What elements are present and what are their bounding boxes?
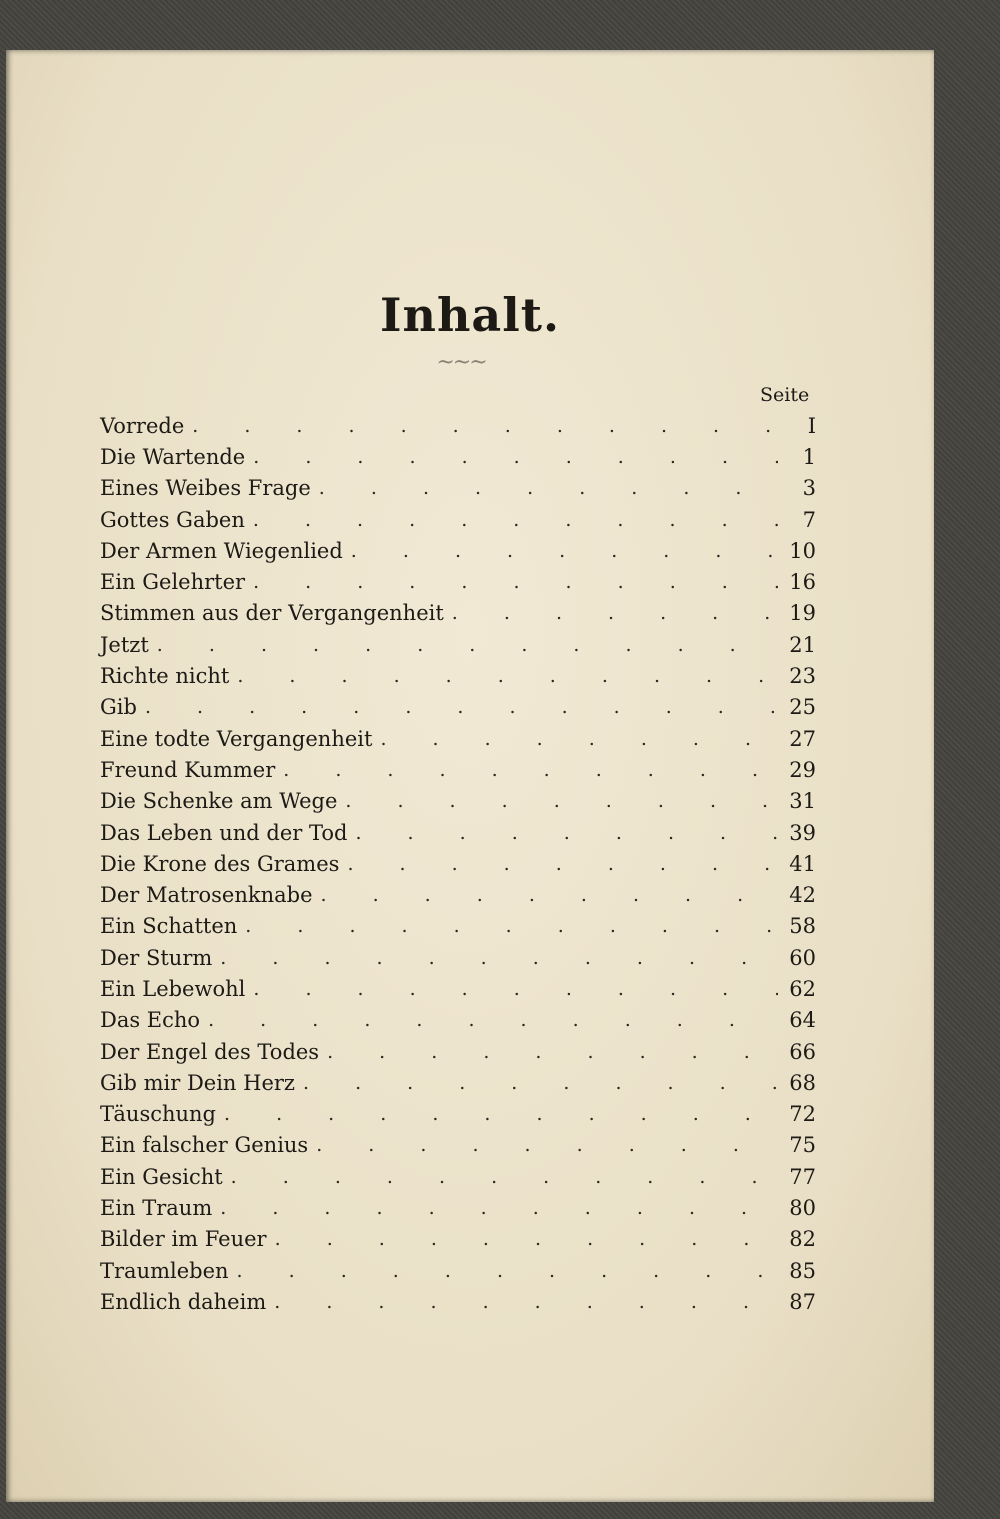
toc-entry (100, 848, 816, 879)
toc-entry (100, 1192, 816, 1223)
toc-entry-title: Ein falscher Genius (100, 1133, 309, 1158)
toc-entry-title: Richte nicht (100, 664, 230, 689)
toc-leader-dots (231, 1166, 778, 1188)
toc-entry-title: Die Schenke am Wege (100, 789, 338, 814)
toc-entry (100, 942, 816, 973)
toc-entry (100, 1130, 816, 1161)
toc-entry-title: Gottes Gaben (100, 507, 245, 532)
toc-entry-title: Die Krone des Grames (100, 851, 340, 876)
toc-leader-dots (237, 1260, 778, 1282)
toc-entry-page: 64 (789, 1008, 816, 1033)
toc-leader-dots (319, 477, 778, 499)
toc-leader-dots (355, 822, 778, 844)
toc-entry-title: Gib (100, 695, 137, 720)
toc-entry (100, 504, 816, 535)
toc-entry (100, 598, 816, 629)
toc-leader-dots (303, 1072, 778, 1094)
toc-entry (100, 473, 816, 504)
ornament-divider-icon: ~~~ (436, 350, 486, 375)
toc-entry-page: 23 (789, 664, 816, 689)
toc-leader-dots (224, 1103, 778, 1125)
toc-entry-title: Ein Gelehrter (100, 570, 246, 595)
toc-entry (100, 1005, 816, 1036)
toc-leader-dots (321, 884, 779, 906)
toc-entry-title: Das Leben und der Tod (100, 820, 348, 845)
toc-entry-page: 29 (789, 757, 816, 782)
toc-entry-page: 82 (789, 1227, 816, 1252)
toc-entry-title: Das Echo (100, 1008, 201, 1033)
toc-entry-title: Endlich daheim (100, 1289, 267, 1314)
toc-entry-page: 80 (789, 1196, 816, 1221)
toc-entry-title: Der Matrosenknabe (100, 883, 313, 908)
toc-entry-page: 75 (789, 1133, 816, 1158)
toc-entry-title: Der Sturm (100, 945, 213, 970)
toc-entry-page: 16 (789, 570, 816, 595)
toc-entry (100, 1036, 816, 1067)
toc-entry-page: 62 (789, 976, 816, 1001)
toc-entry-title: Freund Kummer (100, 757, 276, 782)
toc-entry (100, 660, 816, 691)
toc-leader-dots (253, 978, 778, 1000)
toc-entry-title: Traumleben (100, 1258, 229, 1283)
toc-leader-dots (345, 790, 778, 812)
toc-entry-page: 10 (789, 538, 816, 563)
toc-entry-page: 19 (789, 601, 816, 626)
toc-leader-dots (275, 1228, 778, 1250)
toc-entry (100, 754, 816, 785)
toc-leader-dots (253, 509, 778, 531)
toc-leader-dots (351, 540, 778, 562)
toc-entry (100, 786, 816, 817)
toc-entry-page: 7 (802, 507, 816, 532)
toc-entry-page: 87 (789, 1289, 816, 1314)
toc-entry-title: Ein Traum (100, 1196, 213, 1221)
toc-entry (100, 817, 816, 848)
toc-leader-dots (253, 446, 778, 468)
book-page (6, 50, 934, 1502)
toc-entry-title: Eines Weibes Frage (100, 476, 311, 501)
toc-entry-page: 39 (789, 820, 816, 845)
toc-leader-dots (245, 915, 778, 937)
toc-entry (100, 879, 816, 910)
toc-entry-page: 27 (789, 726, 816, 751)
toc-entry (100, 1067, 816, 1098)
toc-entry-title: Gib mir Dein Herz (100, 1070, 295, 1095)
toc-entry-page: 68 (789, 1070, 816, 1095)
toc-entry (100, 911, 816, 942)
toc-entry-title: Ein Gesicht (100, 1164, 223, 1189)
toc-entry (100, 1224, 816, 1255)
toc-entry-title: Ein Lebewohl (100, 976, 246, 1001)
toc-entry-title: Ein Schatten (100, 914, 238, 939)
toc-entry-page: I (807, 413, 816, 438)
toc-entry-title: Jetzt (100, 632, 149, 657)
page-column-header: Seite (760, 384, 810, 406)
toc-entry (100, 723, 816, 754)
toc-entry (100, 1099, 816, 1130)
toc-entry-title: Täuschung (100, 1102, 217, 1127)
toc-entry (100, 566, 816, 597)
toc-entry-page: 41 (789, 851, 816, 876)
toc-leader-dots (316, 1134, 778, 1156)
toc-entry (100, 692, 816, 723)
toc-entry-page: 25 (789, 695, 816, 720)
toc-leader-dots (145, 696, 778, 718)
toc-leader-dots (327, 1041, 778, 1063)
toc-entry-page: 1 (802, 444, 816, 469)
toc-entry (100, 1255, 816, 1286)
toc-entry-page: 21 (789, 632, 816, 657)
toc-entry (100, 535, 816, 566)
toc-entry-page: 60 (789, 945, 816, 970)
toc-leader-dots (208, 1009, 778, 1031)
table-of-contents (100, 410, 816, 1318)
toc-entry (100, 441, 816, 472)
toc-leader-dots (220, 947, 778, 969)
toc-entry (100, 973, 816, 1004)
toc-entry-title: Die Wartende (100, 444, 246, 469)
toc-entry-page: 85 (789, 1258, 816, 1283)
toc-leader-dots (192, 415, 778, 437)
toc-entry-page: 58 (789, 914, 816, 939)
toc-leader-dots (220, 1197, 778, 1219)
toc-entry-title: Stimmen aus der Vergangenheit (100, 601, 444, 626)
toc-entry (100, 1161, 816, 1192)
toc-entry-page: 72 (789, 1102, 816, 1127)
toc-entry-page: 77 (789, 1164, 816, 1189)
toc-leader-dots (237, 665, 778, 687)
toc-entry (100, 629, 816, 660)
toc-leader-dots (380, 728, 778, 750)
toc-leader-dots (253, 571, 778, 593)
toc-entry (100, 410, 816, 441)
toc-leader-dots (157, 634, 778, 656)
toc-leader-dots (283, 759, 778, 781)
toc-entry-page: 42 (789, 883, 816, 908)
toc-leader-dots (274, 1291, 778, 1313)
toc-entry-page: 3 (802, 476, 816, 501)
toc-entry-title: Vorrede (100, 413, 185, 438)
toc-leader-dots (347, 853, 778, 875)
toc-leader-dots (452, 602, 778, 624)
toc-entry (100, 1286, 816, 1317)
toc-entry-title: Der Armen Wiegenlied (100, 538, 343, 563)
toc-entry-page: 31 (789, 789, 816, 814)
toc-entry-title: Eine todte Vergangenheit (100, 726, 373, 751)
toc-entry-page: 66 (789, 1039, 816, 1064)
toc-entry-title: Bilder im Feuer (100, 1227, 267, 1252)
page-title: Inhalt. (380, 288, 560, 342)
toc-entry-title: Der Engel des Todes (100, 1039, 320, 1064)
